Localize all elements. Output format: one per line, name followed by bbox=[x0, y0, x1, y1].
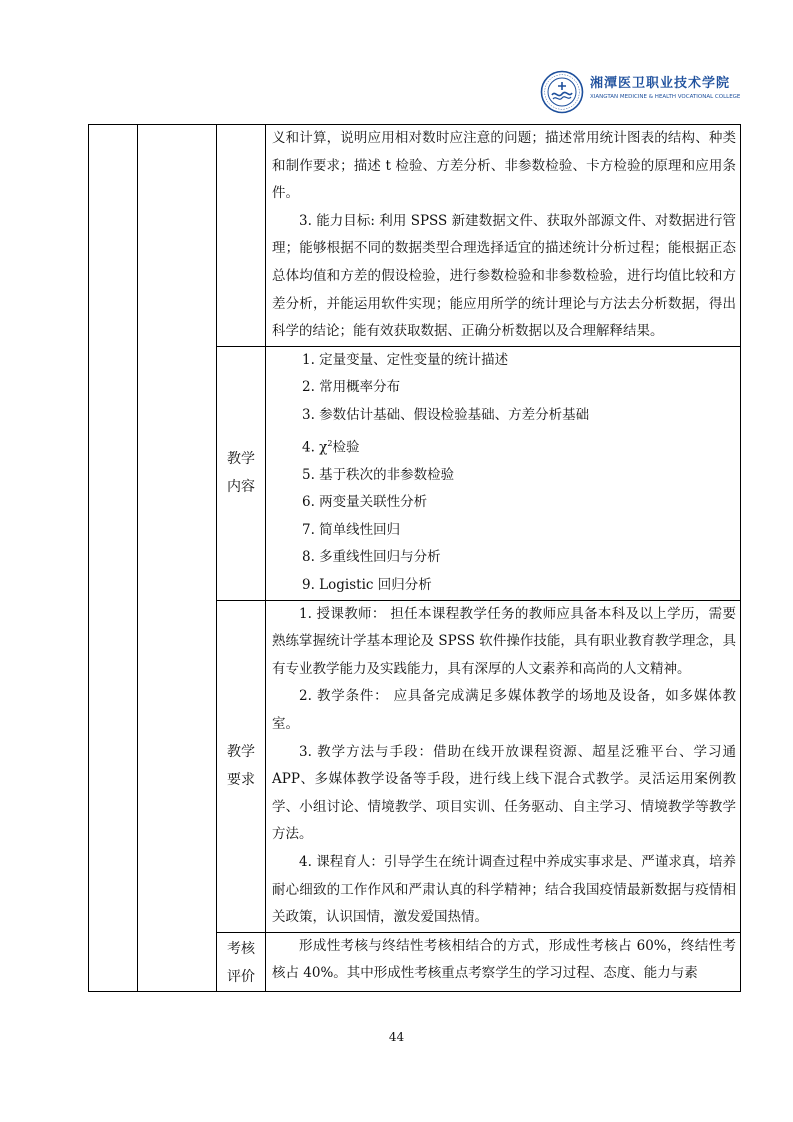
exam-text-cell bbox=[266, 932, 741, 991]
list-item-chi-square bbox=[272, 430, 736, 462]
objectives-row bbox=[89, 125, 741, 347]
list-item: 6. 两变量关联性分析 bbox=[302, 494, 428, 511]
content-label-line1: 教学 bbox=[227, 451, 255, 468]
logo-chinese-name: 湘潭医卫职业技术学院 bbox=[590, 76, 731, 91]
list-item: 1. 定量变量、定性变量的统计描述 bbox=[302, 351, 509, 368]
list-item: 9. Logistic 回归分析 bbox=[302, 577, 432, 593]
objectives-ability: 3. 能力目标: 利用 SPSS 新建数据文件、获取外部源文件、对数据进行管理；能够根据不同的数据类型合理选择适宜的描述统计分析过程；能根据正态总体均值和方差的假设检验，进行参数检验和非参数检验，进行均值比较和方差分析，并能运用软件实现；能应用所学的统计理论与方法去分析数据，得出科学的结论；能有效获取数据、正确分析数据以及合理解释结果。 bbox=[272, 212, 736, 340]
blank-column-2 bbox=[138, 125, 217, 992]
requirements-label-line1: 教学 bbox=[227, 744, 255, 761]
requirements-text-cell bbox=[266, 600, 741, 932]
course-table bbox=[88, 124, 741, 992]
exam-label-line2: 评价 bbox=[227, 968, 255, 985]
objectives-text-cell bbox=[266, 125, 741, 347]
content-label-line2: 内容 bbox=[227, 479, 255, 496]
logo-english-name: XIANGTAN MEDICINE & HEALTH VOCATIONAL COLLEGE bbox=[590, 94, 741, 100]
objectives-label-cell bbox=[217, 125, 266, 347]
exam-text: 形成性考核与终结性考核相结合的方式，形成性考核占 60%，终结性考核占 40%。其中形成性考核重点考察学生的学习过程、态度、能力与素 bbox=[272, 937, 736, 982]
list-item: 3. 参数估计基础、假设检验基础、方差分析基础 bbox=[302, 406, 590, 423]
requirement-paragraph: 1. 授课教师： 担任本课程教学任务的教师应具备本科及以上学历，需要熟练掌握统计学基本理论及 SPSS 软件操作技能，具有职业教育教学理念，具有专业教学能力及实践能力，具有深厚的人文素养和高尚的人文精神。 bbox=[272, 605, 736, 677]
list-item: 5. 基于秩次的非参数检验 bbox=[302, 466, 455, 483]
chi-prefix: 4. χ bbox=[302, 439, 328, 456]
objectives-line1: 义和计算，说明应用相对数时应注意的问题；描述常用统计图表的结构、种类和制作要求；描述 t 检验、方差分析、非参数检验、卡方检验的原理和应用条件。 bbox=[272, 130, 736, 202]
exam-label-line1: 考核 bbox=[227, 940, 255, 957]
blank-column-1 bbox=[89, 125, 138, 992]
list-item: 2. 常用概率分布 bbox=[302, 379, 401, 396]
chi-superscript: 2 bbox=[327, 438, 333, 448]
page-number: 44 bbox=[388, 1030, 405, 1044]
requirement-paragraph: 4. 课程育人：引导学生在统计调查过程中养成实事求是、严谨求真，培养耐心细致的工作作风和严肃认真的科学精神；结合我国疫情最新数据与疫情相关政策，认识国情，激发爱国热情。 bbox=[272, 853, 736, 926]
requirements-label bbox=[217, 600, 266, 932]
requirement-paragraph: 3. 教学方法与手段：借助在线开放课程资源、超星泛雅平台、学习通 APP、多媒体教学设备等手段，进行线上线下混合式教学。灵活运用案例教学、小组讨论、情境教学、项目实训、任务驱动、自主学习、情境教学等教学方法。 bbox=[272, 743, 736, 843]
chi-suffix: 检验 bbox=[332, 439, 360, 456]
content-label bbox=[217, 346, 266, 600]
requirement-paragraph: 2. 教学条件： 应具备完成满足多媒体教学的场地及设备，如多媒体教室。 bbox=[272, 688, 736, 732]
college-logo bbox=[540, 68, 741, 116]
exam-label bbox=[217, 932, 266, 991]
list-item: 7. 简单线性回归 bbox=[302, 521, 401, 538]
list-item: 8. 多重线性回归与分析 bbox=[302, 549, 441, 566]
requirements-label-line2: 要求 bbox=[227, 772, 255, 789]
college-seal-icon bbox=[540, 70, 584, 114]
content-list bbox=[266, 346, 741, 600]
